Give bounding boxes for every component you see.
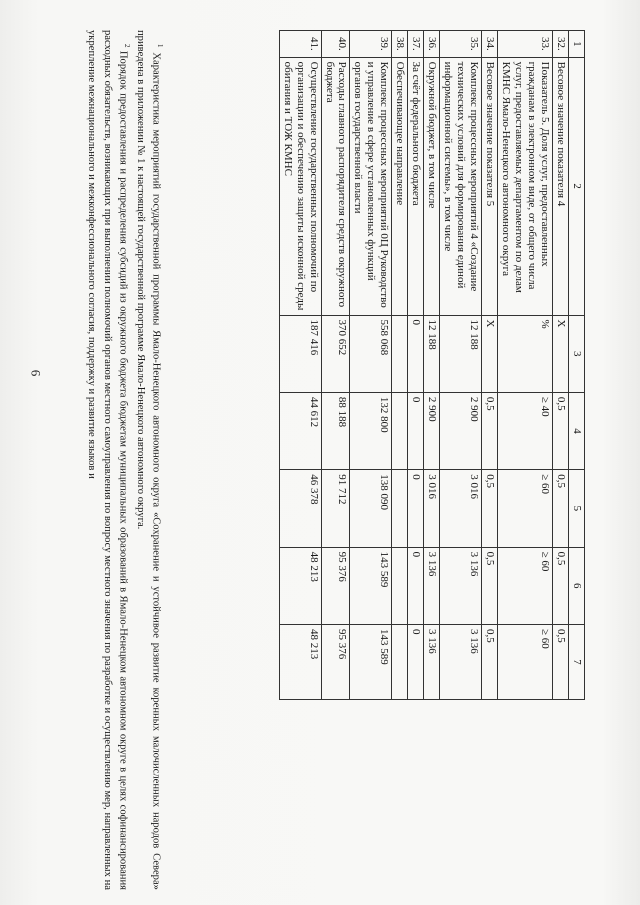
row-description: Комплекс процессных мероприятий 0Ц Руководство и управление в сфере установленных функций органов государственной власти	[350, 57, 392, 315]
row-number: 37.	[408, 31, 424, 58]
table-header-cell: 3	[569, 315, 585, 392]
row-number: 36.	[424, 31, 440, 58]
footnote-2	[84, 30, 133, 890]
value-cell: 91 712	[321, 470, 350, 547]
value-cell: 0,5	[553, 470, 569, 547]
value-cell	[392, 315, 408, 392]
row-number: 41.	[279, 31, 321, 58]
value-cell: ≥ 60	[498, 624, 553, 699]
value-cell: 0,5	[553, 547, 569, 624]
value-cell: 0	[408, 624, 424, 699]
value-cell: 88 188	[321, 392, 350, 469]
value-cell: 3 016	[424, 470, 440, 547]
table-header-cell: 5	[569, 470, 585, 547]
table-header-cell: 2	[569, 57, 585, 315]
table-row	[350, 31, 392, 700]
value-cell: 3 016	[440, 470, 482, 547]
value-cell: 0,5	[482, 624, 498, 699]
row-description: Весовое значение показателя 5	[482, 57, 498, 315]
footnotes	[84, 30, 165, 890]
value-cell: 44 612	[279, 392, 321, 469]
row-number: 39.	[350, 31, 392, 58]
value-cell	[392, 624, 408, 699]
landscape-sheet	[85, 30, 585, 890]
value-cell: 2 900	[424, 392, 440, 469]
value-cell: 3 136	[424, 547, 440, 624]
value-cell: 12 188	[424, 315, 440, 392]
value-cell: 143 589	[350, 547, 392, 624]
table-row	[440, 31, 482, 700]
value-cell: ≥ 60	[498, 547, 553, 624]
value-cell: 0	[408, 470, 424, 547]
value-cell: 187 416	[279, 315, 321, 392]
footnote-1	[132, 30, 165, 890]
row-number: 35.	[440, 31, 482, 58]
table-row	[392, 31, 408, 700]
table-header-cell: 1	[569, 31, 585, 58]
value-cell: 0,5	[553, 624, 569, 699]
program-table-body	[279, 31, 584, 700]
value-cell: 0,5	[482, 547, 498, 624]
page-number: 6	[28, 369, 44, 377]
row-number: 40.	[321, 31, 350, 58]
row-description: За счёт федерального бюджета	[408, 57, 424, 315]
value-cell: Х	[553, 315, 569, 392]
value-cell: 3 136	[424, 624, 440, 699]
value-cell: 0	[408, 392, 424, 469]
value-cell: 95 376	[321, 547, 350, 624]
row-number: 38.	[392, 31, 408, 58]
footnote-mark: 1	[156, 44, 164, 48]
value-cell: ≥ 40	[498, 392, 553, 469]
value-cell: Х	[482, 315, 498, 392]
value-cell: 0,5	[482, 470, 498, 547]
value-cell: 46 378	[279, 470, 321, 547]
row-description: Осуществление государственных полномочий по организации и обеспечению защиты исконной среды обитания и ТОЖ КМНС	[279, 57, 321, 315]
table-row	[279, 31, 321, 700]
value-cell: 138 090	[350, 470, 392, 547]
value-cell	[392, 392, 408, 469]
table-header-cell: 6	[569, 547, 585, 624]
program-table	[279, 30, 585, 700]
value-cell: 132 800	[350, 392, 392, 469]
footnote-text: Характеристика мероприятий государственной программы Ямало-Ненецкого автономного округа «Сохранение и устойчивое развитие коренных малочисленных народов Севера» приведена в приложении № 1 к настоящей государственной программе Ямало-Ненецкого автономного округа.	[134, 30, 162, 890]
row-description: Расходы главного распорядителя средств окружного бюджета	[321, 57, 350, 315]
row-description: Весовое значение показателя 4	[553, 57, 569, 315]
table-row	[553, 31, 569, 700]
row-number: 32.	[553, 31, 569, 58]
table-header-row	[569, 31, 585, 700]
table-header-cell: 7	[569, 624, 585, 699]
value-cell: 2 900	[440, 392, 482, 469]
value-cell: 0,5	[553, 392, 569, 469]
value-cell: 48 213	[279, 624, 321, 699]
table-row	[321, 31, 350, 700]
table-row	[482, 31, 498, 700]
value-cell: 12 188	[440, 315, 482, 392]
value-cell	[392, 470, 408, 547]
row-description: Обеспечивающее направление	[392, 57, 408, 315]
table-row	[408, 31, 424, 700]
value-cell: 3 136	[440, 547, 482, 624]
value-cell	[392, 547, 408, 624]
value-cell: %	[498, 315, 553, 392]
value-cell: 3 136	[440, 624, 482, 699]
value-cell: 0,5	[482, 392, 498, 469]
row-description: Комплекс процессных мероприятий 4 «Создание технических условий для формирования единой информационной системы», в том числе	[440, 57, 482, 315]
row-number: 34.	[482, 31, 498, 58]
value-cell: 143 589	[350, 624, 392, 699]
table-row	[424, 31, 440, 700]
table-header-cell: 4	[569, 392, 585, 469]
footnote-text: Порядок предоставления и распределения субсидий из окружного бюджета бюджетам муниципальных образований в Ямало-Ненецком автономном округе в целях софинансирования расходных обязательств, возникающих при выполнении полномочий органов местного самоуправления по вопросу местного значения по разработке и осуществлению мер, направленных на укрепление межнационального и межконфессионального согласия, поддержку и развитие языков и	[86, 30, 129, 890]
table-row	[498, 31, 553, 700]
value-cell: 370 652	[321, 315, 350, 392]
value-cell: 0	[408, 315, 424, 392]
value-cell: 0	[408, 547, 424, 624]
row-description: Окружной бюджет, в том числе	[424, 57, 440, 315]
row-description: Показатель 5. Доля услуг, предоставленных гражданам в электронном виде, от общего числа услуг, предоставляемых департаментом по делам КМНС Ямало-Ненецкого автономного округа	[498, 57, 553, 315]
value-cell: 48 213	[279, 547, 321, 624]
value-cell: 95 376	[321, 624, 350, 699]
row-number: 33.	[498, 31, 553, 58]
value-cell: ≥ 60	[498, 470, 553, 547]
footnote-mark: 2	[123, 44, 132, 48]
value-cell: 558 068	[350, 315, 392, 392]
